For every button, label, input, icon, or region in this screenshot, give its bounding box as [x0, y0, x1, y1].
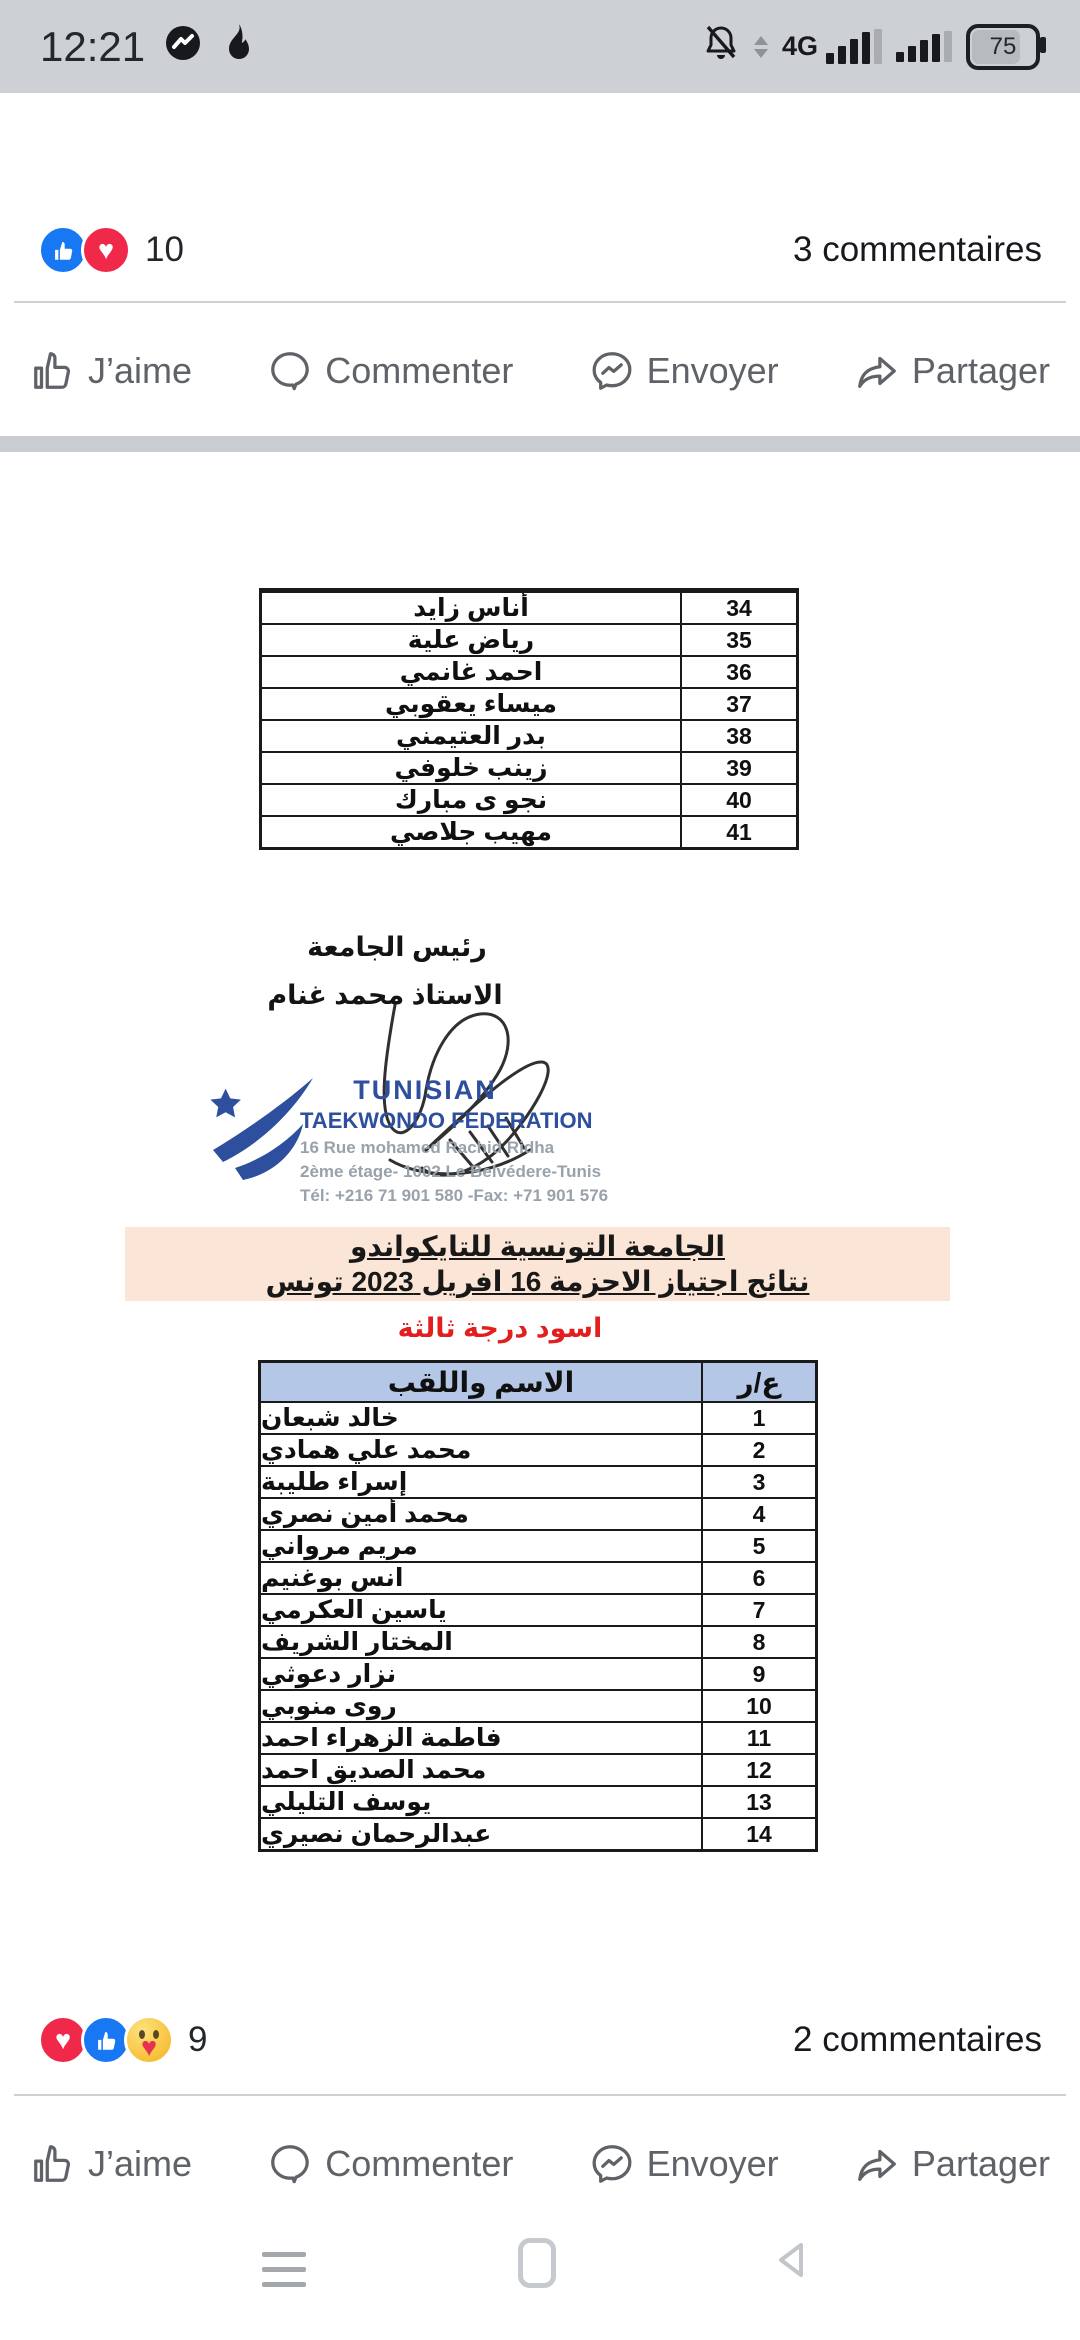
federation-letterhead: [300, 1075, 609, 1206]
love-reaction-icon: ♥: [38, 2015, 88, 2065]
clock: 12:21: [40, 22, 146, 70]
home-button[interactable]: [518, 2238, 556, 2288]
post2-reaction-summary[interactable]: [0, 1995, 1080, 2085]
send-button[interactable]: [589, 2141, 779, 2187]
athlete-rank: 1: [701, 1403, 815, 1433]
table-row: [261, 1433, 815, 1465]
athlete-name: مهيب جلاصي: [389, 818, 553, 846]
table-row: [261, 1753, 815, 1785]
results-banner: [125, 1227, 950, 1301]
athlete-name: ميساء يعقوبي: [384, 690, 558, 718]
share-button[interactable]: [854, 348, 1050, 394]
back-button[interactable]: [775, 2240, 809, 2285]
table-row: [261, 1785, 815, 1817]
post1-reaction-summary[interactable]: [0, 205, 1080, 295]
athlete-rank: 12: [701, 1755, 815, 1785]
athlete-rank: 9: [701, 1659, 815, 1689]
table-row: [262, 815, 796, 847]
share-button-label: Partager: [911, 2143, 1050, 2184]
divider: [14, 2094, 1066, 2096]
rank-column-header: ع/ر: [701, 1363, 815, 1401]
table-row: [261, 1465, 815, 1497]
table-row: [262, 719, 796, 751]
athlete-name: المختار الشريف: [261, 1628, 453, 1656]
post2-comments-count[interactable]: 2 commentaires: [793, 2020, 1042, 2059]
battery-level: 75: [989, 32, 1017, 60]
athlete-name: محمد أمين نصري: [261, 1500, 469, 1528]
table-row: [261, 1625, 815, 1657]
athlete-name: روى منوبي: [261, 1692, 397, 1720]
table-row: [261, 1401, 815, 1433]
battery-nub: [1040, 37, 1046, 53]
athlete-rank: 38: [680, 721, 796, 751]
like-button[interactable]: [30, 2141, 192, 2187]
athlete-name: محمد علي همادي: [261, 1436, 472, 1464]
post2-reaction-count[interactable]: 9: [188, 2020, 208, 2059]
signal-bars-sim2-icon: [896, 31, 952, 62]
athlete-name: إسراء طليبة: [261, 1468, 408, 1496]
signature-name: الاستاذ محمد غنام: [267, 980, 503, 1010]
share-button[interactable]: [854, 2141, 1050, 2187]
athlete-rank: 39: [680, 753, 796, 783]
athlete-rank: 7: [701, 1595, 815, 1625]
athlete-name: مريم مرواني: [261, 1532, 418, 1560]
recents-menu-button[interactable]: [262, 2252, 306, 2287]
name-column-header: الاسم واللقب: [387, 1366, 575, 1398]
federation-address-line1: 16 Rue mohamed Rachid Ridha: [300, 1138, 555, 1157]
table-row: [262, 591, 796, 623]
results-table-upper: [259, 588, 799, 850]
athlete-name: نزار دعوثي: [261, 1660, 397, 1688]
system-navigation-bar: [0, 2230, 1080, 2320]
results-table-lower: [258, 1360, 818, 1852]
table-row: [261, 1689, 815, 1721]
athlete-rank: 41: [680, 817, 796, 847]
athlete-rank: 14: [701, 1819, 815, 1849]
federation-name-line2: TAEKWONDO FEDERATION: [300, 1108, 593, 1133]
athlete-name: بدر العتيمني: [396, 722, 546, 750]
athlete-name: خالد شبعان: [261, 1404, 399, 1432]
banner-title: الجامعة التونسية للتايكواندو: [350, 1231, 725, 1262]
comment-button[interactable]: [267, 348, 513, 394]
love-reaction-icon: ♥: [81, 225, 131, 275]
post2-action-bar: [0, 2101, 1080, 2227]
athlete-rank: 36: [680, 657, 796, 687]
post1-reaction-icons[interactable]: [38, 225, 131, 275]
athlete-rank: 6: [701, 1563, 815, 1593]
table-row: [262, 783, 796, 815]
athlete-name: رياض علية: [407, 626, 535, 654]
divider: [14, 301, 1066, 303]
flame-notification-icon: [221, 23, 257, 70]
athlete-name: انس بوغنيم: [261, 1564, 404, 1592]
status-icons: [702, 24, 1040, 70]
athlete-name: زينب خلوفي: [394, 754, 548, 782]
athlete-name: ياسين العكرمي: [261, 1596, 447, 1624]
athlete-rank: 3: [701, 1467, 815, 1497]
grade-title: اسود درجة ثالثة: [397, 1313, 603, 1343]
athlete-rank: 11: [701, 1723, 815, 1753]
post1-comments-count[interactable]: 3 commentaires: [793, 230, 1042, 269]
muted-bell-icon: [702, 24, 740, 69]
table-row: [261, 1529, 815, 1561]
table-header-row: [261, 1363, 815, 1401]
comment-button-label: Commenter: [325, 2143, 514, 2184]
athlete-rank: 10: [701, 1691, 815, 1721]
post1-action-bar: [0, 308, 1080, 434]
athlete-rank: 34: [680, 593, 796, 623]
athlete-rank: 37: [680, 689, 796, 719]
table-row: [262, 655, 796, 687]
post-image[interactable]: [0, 452, 1080, 1990]
signal-bars-sim1-icon: [826, 29, 882, 64]
table-body: [261, 1401, 815, 1849]
table-row: [261, 1817, 815, 1849]
athlete-rank: 8: [701, 1627, 815, 1657]
post1-reaction-count[interactable]: 10: [145, 230, 184, 269]
send-button-label: Envoyer: [646, 2143, 779, 2184]
like-button[interactable]: [30, 348, 192, 394]
athlete-rank: 13: [701, 1787, 815, 1817]
post2-reaction-icons[interactable]: [38, 2015, 174, 2065]
network-type-label: 4G: [781, 31, 818, 61]
banner-subtitle: نتائج اجتياز الاحزمة 16 افريل 2023 تونس: [265, 1266, 810, 1297]
athlete-rank: 40: [680, 785, 796, 815]
like-button-label: J’aime: [88, 2143, 193, 2184]
table-row: [262, 751, 796, 783]
federation-phone-line: Tél: +216 71 901 580 -Fax: +71 901 576: [300, 1186, 609, 1205]
table-row: [261, 1593, 815, 1625]
athlete-rank: 5: [701, 1531, 815, 1561]
battery-indicator: [966, 24, 1040, 70]
table-row: [261, 1561, 815, 1593]
table-row: [261, 1497, 815, 1529]
athlete-name: احمد غانمي: [399, 658, 543, 686]
athlete-name: عبدالرحمان نصيري: [261, 1820, 492, 1848]
athlete-rank: 35: [680, 625, 796, 655]
messenger-notification-icon: [163, 24, 203, 69]
data-activity-arrows-icon: [754, 36, 768, 58]
post-separator: [0, 436, 1080, 452]
athlete-name: أناس زايد: [413, 594, 529, 622]
table-row: [261, 1721, 815, 1753]
signature-title: رئيس الجامعة: [307, 932, 487, 962]
athlete-name: نجو ى مبارك: [394, 786, 548, 814]
send-button[interactable]: [589, 348, 779, 394]
like-button-label: J’aime: [88, 350, 193, 391]
athlete-name: محمد الصديق احمد: [261, 1756, 487, 1784]
table-row: [261, 1657, 815, 1689]
athlete-rank: 4: [701, 1499, 815, 1529]
share-button-label: Partager: [911, 350, 1050, 391]
care-reaction-icon: ♥: [124, 2015, 174, 2065]
athlete-name: فاطمة الزهراء احمد: [261, 1724, 502, 1752]
athlete-rank: 2: [701, 1435, 815, 1465]
athlete-name: يوسف التليلي: [261, 1788, 432, 1816]
federation-address-line2: 2ème étage- 1002 Le Belvédere-Tunis: [300, 1162, 602, 1181]
federation-name-line1: TUNISIAN: [353, 1075, 497, 1105]
comment-button[interactable]: [267, 2141, 513, 2187]
table-row: [262, 623, 796, 655]
table-row: [262, 687, 796, 719]
comment-button-label: Commenter: [325, 350, 514, 391]
status-bar: [0, 0, 1080, 93]
send-button-label: Envoyer: [646, 350, 779, 391]
